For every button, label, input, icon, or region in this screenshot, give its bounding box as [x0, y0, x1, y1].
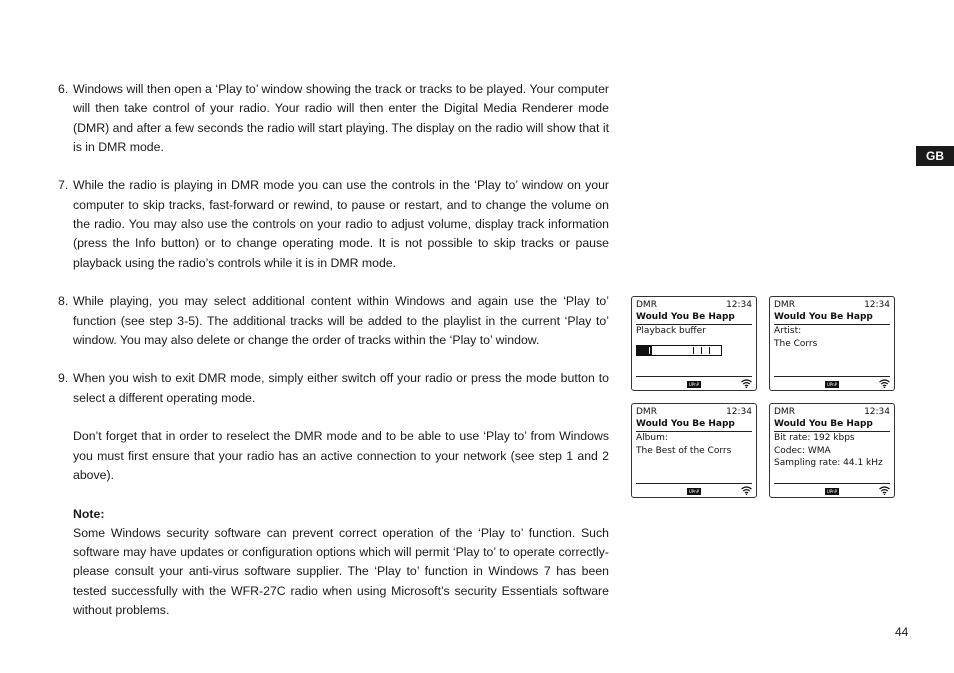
clock: 12:34	[864, 300, 890, 310]
track-title: Would You Be Happ	[774, 312, 890, 325]
display-lines	[774, 432, 890, 470]
step-number: 9.	[58, 371, 69, 386]
wifi-signal-icon	[879, 486, 890, 495]
display-lines	[636, 325, 752, 338]
mode-label: DMR	[636, 407, 657, 417]
display-line: The Best of the Corrs	[636, 445, 732, 456]
display-line: Codec: WMA	[774, 445, 831, 456]
buffer-tick	[709, 347, 710, 354]
step-number: 8.	[58, 294, 69, 309]
clock: 12:34	[864, 407, 890, 417]
step-9	[58, 369, 609, 408]
radio-display-codec-info	[769, 403, 895, 498]
wifi-signal-icon	[741, 486, 752, 495]
wifi-signal-icon	[879, 379, 890, 388]
step-text: While playing, you may select additional content within Windows and again use the ‘Play to’ function (see step 3-5). The additional tracks will be added to the playlist in the current ‘Play to’ window. You may also delete or change the order of tracks within the ‘Play to’ window.	[73, 294, 609, 347]
display-line: Album:	[636, 433, 668, 443]
upnp-badge: UPnP	[688, 489, 700, 494]
display-line: Artist:	[774, 326, 802, 336]
radio-display-album	[631, 403, 757, 498]
mode-label: DMR	[636, 300, 657, 310]
note-title: Note:	[73, 506, 105, 521]
wifi-signal-icon	[741, 379, 752, 388]
page-number: 44	[895, 625, 909, 639]
clock: 12:34	[726, 300, 752, 310]
track-title: Would You Be Happ	[774, 419, 890, 432]
track-title: Would You Be Happ	[636, 419, 752, 432]
buffer-progress-bar	[636, 345, 722, 356]
buffer-tick	[693, 347, 694, 354]
step-number: 7.	[58, 178, 69, 193]
display-divider	[636, 483, 752, 484]
step-7	[58, 176, 609, 272]
note-text: Some Windows security software can prevent correct operation of the ‘Play to’ function. Such software may have updates or configuration options which will permit ‘Play to’ to operate correctly-please consult your anti-virus software supplier. The ‘Play to’ function in Windows 7 has been tested successfully with the WFR-27C radio when using Microsoft’s security Essentials software without problems.	[73, 525, 609, 618]
buffer-tick	[701, 347, 702, 354]
buffer-tick	[649, 347, 650, 354]
radio-display-artist	[769, 296, 895, 391]
reselect-paragraph: Don’t forget that in order to reselect the DMR mode and to be able to use ‘Play to’ from Windows you must first ensure that your radio has an active connection to your network (see step 1 and 2 above).	[73, 429, 609, 482]
display-header	[636, 407, 752, 418]
radio-display-playback-buffer	[631, 296, 757, 391]
instructions-text	[58, 80, 609, 620]
step-text: When you wish to exit DMR mode, simply either switch off your radio or press the mode button to select a different operating mode.	[73, 371, 609, 405]
step-text: While the radio is playing in DMR mode you can use the controls in the ‘Play to’ window on your computer to skip tracks, fast-forward or rewind, to pause or restart, and to change the volume on the radio. You may also use the controls on your radio to adjust volume, display track information (press the Info button) or to change operating mode. It is not possible to skip tracks or pause playback using the radio’s controls while it is in DMR mode.	[73, 178, 609, 270]
display-divider	[774, 376, 890, 377]
step-8	[58, 292, 609, 350]
display-header	[636, 300, 752, 311]
display-header	[774, 407, 890, 418]
display-lines	[636, 432, 752, 457]
display-line: Playback buffer	[636, 326, 706, 336]
display-line: Bit rate: 192 kbps	[774, 433, 855, 443]
upnp-badge: UPnP	[826, 489, 838, 494]
display-header	[774, 300, 890, 311]
track-title: Would You Be Happ	[636, 312, 752, 325]
mode-label: DMR	[774, 300, 795, 310]
clock: 12:34	[726, 407, 752, 417]
display-divider	[774, 483, 890, 484]
language-tab: GB	[916, 146, 954, 166]
step-6	[58, 80, 609, 157]
mode-label: DMR	[774, 407, 795, 417]
step-text: Windows will then open a ‘Play to’ window showing the track or tracks to be played. Your computer will then take control of your radio. Your radio will then enter the Digital Media Renderer mode (DMR) and after a few seconds the radio will start playing. The display on the radio will show that it is in DMR mode.	[73, 82, 609, 154]
upnp-badge: UPnP	[688, 382, 700, 387]
upnp-badge: UPnP	[826, 382, 838, 387]
display-line: The Corrs	[774, 338, 818, 349]
display-divider	[636, 376, 752, 377]
display-line: Sampling rate: 44.1 kHz	[774, 458, 883, 468]
display-lines	[774, 325, 890, 350]
step-number: 6.	[58, 82, 69, 96]
